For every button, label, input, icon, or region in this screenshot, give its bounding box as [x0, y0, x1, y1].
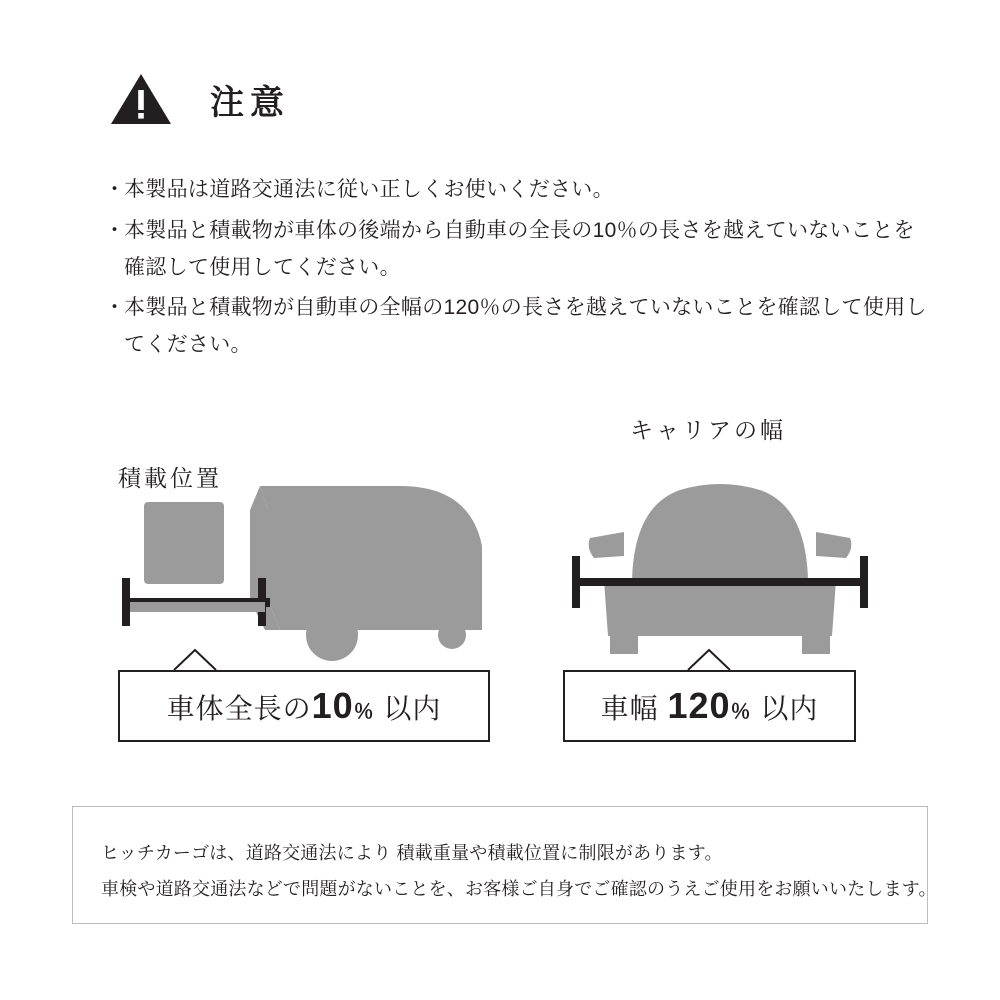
- bullet-text: 本製品と積載物が車体の後端から自動車の全長の10％の長さを越えていないことを確認して使用してください。: [124, 218, 915, 279]
- page-title: 注意: [210, 83, 290, 122]
- bullet-item: [104, 213, 934, 287]
- carrier-width-label: キャリアの幅: [630, 417, 786, 443]
- load-position-label: 積載位置: [118, 465, 222, 491]
- callout-text-width: [601, 685, 819, 727]
- callout-suffix-length: 以内: [383, 693, 442, 724]
- callout-percent-length: ％: [353, 701, 375, 723]
- warning-triangle-icon: [110, 72, 172, 126]
- bullet-item: [104, 290, 934, 364]
- truck-side-view-icon: [100, 450, 500, 675]
- callout-box-length: [118, 670, 490, 742]
- callout-percent-width: ％: [730, 701, 752, 723]
- bullet-marker: ・: [104, 178, 125, 201]
- callout-text-length: [167, 685, 442, 727]
- footer-note-line-2: 車検や道路交通法などで問題がないことを、お客様ご自身でご確認のうえご使用をお願いいたします。: [101, 879, 937, 899]
- callout-pointer-left: [172, 648, 218, 670]
- warning-bullet-list: [104, 172, 934, 368]
- callout-pointer-right: [686, 648, 732, 670]
- callout-number-length: 10: [311, 685, 354, 726]
- callout-suffix-width: 以内: [760, 693, 819, 724]
- callout-prefix-width: 車幅: [600, 693, 659, 724]
- callout-box-width: [563, 670, 856, 742]
- footer-note-line-1: ヒッチカーゴは、道路交通法により 積載重量や積載位置に制限があります。: [101, 843, 723, 863]
- footer-note-box: [72, 806, 937, 924]
- warning-header: [110, 72, 290, 126]
- bullet-marker: ・: [104, 218, 125, 242]
- callout-number-width: 120: [667, 685, 731, 726]
- bullet-item: [104, 172, 934, 209]
- callout-prefix-length: 車体全長の: [166, 693, 312, 724]
- bullet-text: 本製品は道路交通法に従い正しくお使いください。: [124, 178, 614, 201]
- bullet-text: 本製品と積載物が自動車の全幅の120％の長さを越えていないことを確認して使用してください。: [124, 296, 927, 356]
- car-front-view-icon: [560, 460, 880, 675]
- bullet-marker: ・: [104, 296, 125, 320]
